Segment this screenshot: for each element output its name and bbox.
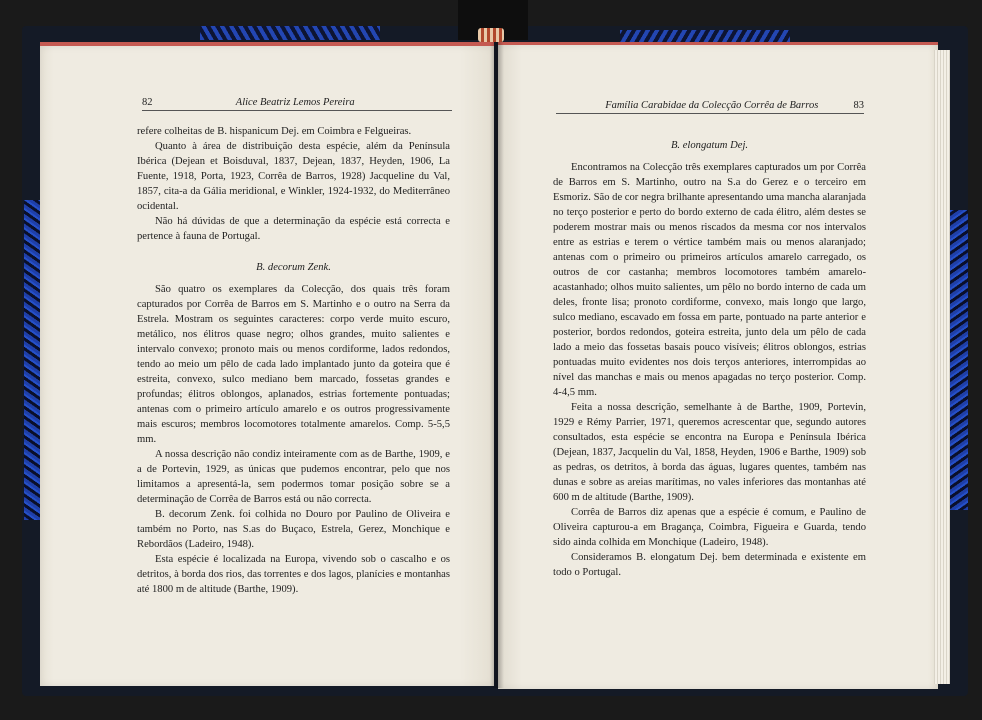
marbled-endpaper-right [948, 210, 968, 510]
marbled-endpaper-top-left [200, 26, 380, 40]
right-paragraph-4: Consideramos B. elongatum Dej. bem determinada e existente em todo o Portugal. [553, 552, 866, 578]
left-page [40, 42, 494, 686]
left-page-body [137, 124, 450, 597]
left-paragraph-2: Quanto à área de distribuição desta espécie, além da Península Ibérica (Dejean et Boisduval, 1837, Dejean, 1837, Heyden, 1906, La Fuente, 1918, Porta, 1923, Corrêa de Barros, 1928) Jacqueline du Val, 1857, cita-a da Gália meridional, e Winkler, 1924-1932, do Mediterrâneo ocidental. [137, 141, 450, 212]
page-edges [934, 50, 950, 684]
right-running-title: Família Carabidae da Colecção Corrêa de Barros [605, 100, 819, 111]
left-page-number: 82 [142, 97, 153, 108]
right-page [498, 42, 938, 689]
left-species-heading: B. decorum Zenk. [256, 262, 331, 273]
left-paragraph-5: A nossa descrição não condiz inteiramente com as de Barthe, 1909, e a de Portevin, 1929, as únicas que pudemos encontrar, pelo que nos limitamos a apresentá-la, sem podermos tomar posição sobre se a determinação de Corrêa de Barros está ou não correcta. [137, 449, 450, 505]
right-page-body [553, 124, 866, 580]
left-paragraph-6: B. decorum Zenk. foi colhida no Douro por Paulino de Oliveira e também no Porto, nas S.as do Buçaco, Estrela, Gerez, Monchique e Rebordãos (Ladeiro, 1948). [137, 509, 450, 550]
left-page-header [142, 97, 452, 111]
right-page-number: 83 [853, 100, 864, 111]
left-paragraph-3: Não há dúvidas de que a determinação da espécie está correcta e pertence à fauna de Portugal. [137, 216, 450, 242]
left-running-title: Alice Beatriz Lemos Pereira [235, 97, 355, 108]
right-species-heading: B. elongatum Dej. [670, 140, 749, 151]
right-paragraph-3: Corrêa de Barros diz apenas que a espécie é comum, e Paulino de Oliveira capturou-a em Bragança, Coimbra, Figueira e Guarda, tendo sido ainda colhida em Monchique (Ladeiro, 1948). [553, 507, 866, 548]
right-page-header [556, 100, 864, 114]
left-paragraph-1: refere colheitas de B. hispanicum Dej. em Coimbra e Felgueiras. [137, 126, 412, 137]
left-paragraph-7: Esta espécie é localizada na Europa, vivendo sob o cascalho e os detritos, à borda dos rios, das torrentes e dos lagos, planícies e montanhas até 1800 m de altitude (Barthe, 1909). [137, 554, 450, 595]
right-paragraph-1: Encontramos na Colecção três exemplares capturados um por Corrêa de Barros em S. Martinho, outro na S.a do Gerez e o terceiro em Esmoriz. São de cor negra brilhante apresentando uma mancha alaranjada no terço posterior e perto do bordo externo de cada élitro, além destes se poderem mostrar mais ou menos riscados da mesma cor nos intervalos entre as estrias e terem o vértice também mais ou menos alaranjado; antenas com o primeiro ou primeiros artículos amarelo carregado, os outros de cor castanha; membros locomotores também amarelo-acastanhado; olhos muito salientes, um pêlo no bordo interno de cada um deles, fronte lisa; pronoto cordiforme, convexo, mais longo que largo, sulco mediano, escavado em fossa em parte, pontuado na parte anterior e posterior, bordos redondos, goteira estreita, junto dela um pêlo de cada lado a meio das fossetas basais pouco visíveis; élitros oblongos, estrias pontuadas muito evidentes nos dois terços anteriores, interrompidas ao nível das manchas e mais ou menos apagadas no terço posterior. Comp. 4-4,5 mm. [553, 162, 866, 398]
left-paragraph-4: São quatro os exemplares da Colecção, dos quais três foram capturados por Corrêa de Barros em S. Martinho e o outro na Serra da Estrela. Mostram os seguintes caracteres: corpo verde muito escuro, metálico, nos élitros quase negro; olhos grandes, muito salientes e intervalo convexo; pronoto mais ou menos cordiforme, lados redondos, tendo ao meio um pêlo de cada lado implantado junto da goteira que é estreita, convexo, sulco mediano bem marcado, fossetas grandes e profundas; élitros oblongos, aplanados, estrias fortemente pontuadas; antenas com o primeiro artículo amarelo e os outros progressivamente mais escuros; membros locomotores totalmente amarelos. Comp. 5-5,5 mm. [137, 284, 450, 445]
book-gutter [490, 42, 504, 688]
right-paragraph-2: Feita a nossa descrição, semelhante à de Barthe, 1909, Portevin, 1929 e Rémy Parrier, 1971, queremos acrescentar que, segundo autores consultados, esta espécie se encontra na Europa e Península Ibérica (Dejean, 1837, Jacquelin du Val, 1858, Heyden, 1906 e Barthe, 1909) sob as pedras, os detritos, à borda das águas, lugares quentes, também nas dunas e sobre as areias marítimas, no vales inferiores das montanhas até 600 m de altitude (Barthe, 1909). [553, 402, 866, 503]
headband [478, 28, 504, 42]
